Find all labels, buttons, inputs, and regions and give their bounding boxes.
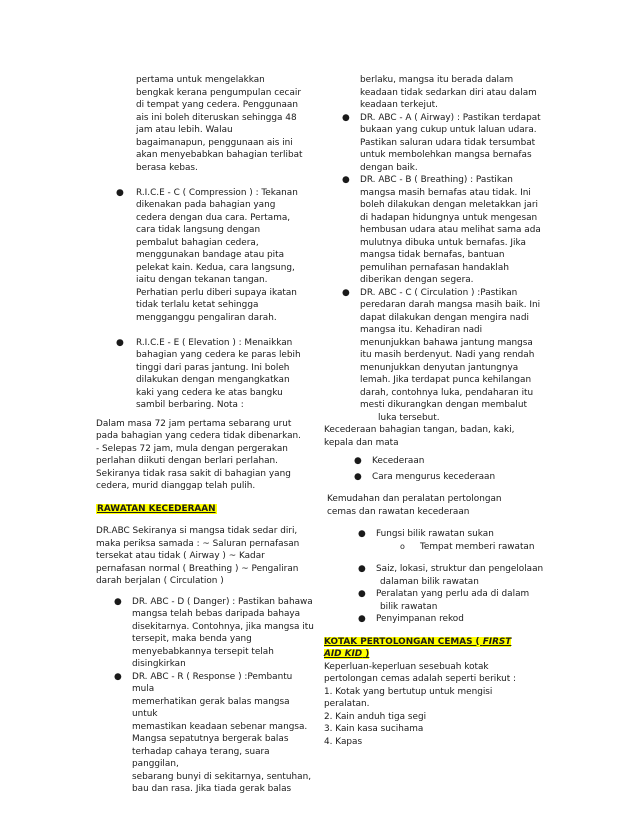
text-line: sebarang bunyi di sekitarnya, sentuhan, [132, 771, 312, 782]
text-line: 2. Kain anduh tiga segi [324, 711, 427, 722]
text-line: Cara mengurus kecederaan [372, 471, 496, 482]
text-line: Pastikan saluran udara tidak tersumbat [360, 137, 536, 148]
text-line: dapat dilakukan dengan mengira nadi [360, 312, 529, 323]
text-line: DR. ABC - B ( Breathing) : Pastikan [360, 175, 513, 185]
text-line: jam atau lebih. Walau [136, 125, 233, 135]
text-line: iaitu dengan tekanan tangan. [136, 275, 268, 285]
bullet-icon: ● [354, 456, 362, 466]
list-item-saiz [324, 563, 544, 588]
text-line: menunjukkan denyutan jantungnya [360, 362, 519, 373]
text-line: Fungsi bilik rawatan sukan [376, 529, 494, 539]
text-line: bahagian yang cedera ke paras lebih [136, 350, 301, 360]
text-line: boleh dilakukan dengan meletakkan jari [360, 200, 539, 210]
text-line: pernafasan normal ( Breathing ) ~ Pengaliran [96, 563, 299, 574]
text-line: mangsa masih bernafas atau tidak. Ini [360, 187, 531, 198]
text-line: Kecederaan [372, 456, 425, 466]
text-line: perlahan diikuti dengan berlari perlahan. [96, 456, 278, 466]
text-line: cedera dengan dua cara. Pertama, [136, 212, 291, 223]
text-line: DR. ABC - A ( Airway) : Pastikan terdapat [360, 112, 541, 123]
list-item-response [96, 671, 316, 796]
text-line: luka tersebut. [378, 412, 440, 423]
text-line: bagaimanapun, penggunaan ais ini [136, 137, 293, 148]
text-line: cemas dan rawatan kecederaan [327, 506, 470, 517]
text-line: R.I.C.E - C ( Compression ) : Tekanan [136, 187, 298, 198]
text-line: ais ini boleh diteruskan sehingga 48 [136, 112, 297, 123]
text-line: cedera, murid dianggap telah pulih. [96, 481, 256, 491]
list-item-compression [96, 187, 310, 325]
bullet-icon: ● [116, 337, 124, 348]
text-line: dikenakan pada bahagian yang [136, 200, 276, 210]
kemudahan-paragraph [327, 493, 544, 518]
bullet-icon: ● [358, 564, 366, 574]
text-line: mengganggu pengaliran darah. [136, 312, 277, 323]
text-line: 3. Kain kasa sucihama [324, 724, 424, 734]
text-line: hembusan udara atau melihat sama ada [360, 225, 541, 235]
bullet-icon: ● [116, 187, 124, 198]
text-line: DR. ABC - R ( Response ) :Pembantu mula [132, 671, 293, 694]
text-line: Peralatan yang perlu ada di dalam [376, 589, 530, 599]
text-line: memastikan keadaan sebenar mangsa. [132, 721, 308, 732]
text-line: tidak terlalu ketat sehingga [136, 300, 259, 310]
section-heading-rawatan: RAWATAN KECEDERAAN [97, 503, 216, 514]
text-line: dalaman bilik rawatan [380, 576, 479, 587]
list-item-peralatan [324, 588, 544, 613]
list-item-airway [324, 112, 544, 175]
text-line: Penyimpanan rekod [376, 614, 464, 624]
text-line: pertama untuk mengelakkan [136, 75, 265, 85]
text-line: kaki yang cedera ke atas bangku [136, 387, 283, 398]
bullet-icon: ● [358, 589, 366, 599]
text-line: keadaan terkejut. [360, 100, 438, 110]
bullet-icon: ● [342, 112, 350, 123]
text-line: DR. ABC - D ( Danger) : Pastikan bahawa [132, 596, 313, 607]
text-line: pembalut bahagian cedera, [136, 237, 259, 248]
list-item-cara-mengurus [324, 471, 544, 484]
text-line: menunjukkan bahawa jantung mangsa [360, 337, 533, 348]
bullet-icon: ● [114, 596, 122, 607]
text-line: kepala dan mata [324, 437, 399, 448]
kecederaan-paragraph [324, 424, 544, 449]
text-line: Mangsa sepatutnya bergerak balas [132, 734, 289, 744]
text-line: Kemudahan dan peralatan pertolongan [327, 494, 502, 504]
bullet-icon: ● [358, 614, 366, 624]
list-item-kecederaan [324, 455, 544, 468]
text-line: Perhatian perlu diberi supaya ikatan [136, 287, 297, 298]
text-line: diberikan dengan segera. [360, 275, 474, 285]
right-column [324, 74, 544, 748]
circle-bullet-icon: o [400, 541, 405, 551]
text-line: cara tidak langsung dengan [136, 225, 261, 235]
bullet-icon: ● [354, 471, 362, 482]
text-line: darah, contohnya luka, pendaharan itu [360, 387, 534, 398]
text-line: menyebabkannya tersepit telah [132, 646, 274, 657]
nota-paragraph [96, 418, 310, 493]
text-line: akan menyebabkan bahagian terlibat [136, 150, 303, 160]
text-line: mangsa tidak bernafas, bantuan [360, 250, 505, 260]
left-column [96, 74, 314, 796]
text-line: lemah. Jika terdapat punca kehilangan [360, 375, 532, 385]
section-heading-kotak: KOTAK PERTOLONGAN CEMAS ( FIRST AID KID ) [324, 636, 512, 659]
list-item-elevation [96, 337, 310, 412]
text-line: pelekat kain. Kedua, cara langsung, [136, 262, 295, 273]
text-line: peredaran darah mangsa masih baik. Ini [360, 300, 541, 310]
text-line: pertolongan cemas adalah seperti berikut : [324, 674, 517, 684]
text-line: - Selepas 72 jam, mula dengan pergerakan [96, 443, 288, 454]
text-line: terhadap cahaya terang, suara panggilan, [132, 746, 270, 769]
sublist-item-tempat [324, 541, 544, 554]
text-line: bau dan rasa. Jika tiada gerak balas [132, 784, 292, 794]
bullet-icon: ● [114, 671, 122, 682]
list-item-fungsi [324, 528, 544, 541]
text-line: Keperluan-keperluan sesebuah kotak [324, 661, 489, 672]
text-line: di tempat yang cedera. Penggunaan [136, 100, 298, 110]
text-line: disekitarnya. Contohnya, jika mangsa itu [132, 621, 314, 632]
list-item-danger [96, 596, 316, 671]
text-line: Dalam masa 72 jam pertama sebarang urut [96, 418, 292, 429]
text-line: dengan baik. [360, 162, 418, 173]
text-line: 1. Kotak yang bertutup untuk mengisi [324, 686, 493, 697]
text-line: DR.ABC Sekiranya si mangsa tidak sedar diri, [96, 526, 298, 536]
text-line: mesti dikurangkan dengan membalut [360, 400, 527, 410]
text-line: bengkak kerana pengumpulan cecair [136, 87, 301, 98]
text-line: bukaan yang cukup untuk laluan udara. [360, 125, 537, 135]
text-line: bilik rawatan [380, 601, 438, 612]
text-line: maka periksa samada : ~ Saluran pernafasan [96, 538, 300, 549]
text-line: itu masih berdenyut. Nadi yang rendah [360, 350, 535, 360]
text-line: Saiz, lokasi, struktur dan pengelolaan [376, 564, 544, 574]
text-line: untuk membolehkan mangsa bernafas [360, 150, 532, 160]
text-line: mangsa itu. Kehadiran nadi [360, 325, 483, 335]
text-line: dilakukan dengan mengangkatkan [136, 375, 290, 385]
text-line: keadaan tidak sedarkan diri atau dalam [360, 87, 537, 98]
text-line: pemulihan pernafasan handaklah [360, 262, 509, 273]
text-line: di hadapan hidungnya untuk mengesan [360, 212, 538, 223]
text-line: tinggi dari paras jantung. Ini boleh [136, 362, 290, 373]
bullet-icon: ● [358, 529, 366, 539]
bullet-icon: ● [342, 175, 350, 185]
text-line: tersepit, maka benda yang [132, 634, 252, 644]
text-line: mangsa telah bebas daripada bahaya [132, 609, 301, 619]
text-line: Sekiranya tidak rasa sakit di bahagian yang [96, 468, 291, 479]
text-line: pada bahagian yang cedera tidak dibenarkan. [96, 431, 301, 441]
text-line: menggunakan bandage atau pita [136, 250, 285, 260]
text-line: Tempat memberi rawatan [420, 541, 535, 552]
text-line: R.I.C.E - E ( Elevation ) : Menaikkan [136, 337, 293, 348]
ice-continuation [136, 74, 308, 174]
text-line: DR. ABC - C ( Circulation ) :Pastikan [360, 287, 518, 298]
list-item-circulation [324, 287, 544, 425]
text-line: sambil berbaring. Nota : [136, 400, 244, 410]
text-line: 4. Kapas [324, 736, 363, 747]
kotak-paragraph [324, 661, 544, 749]
text-line: tersekat atau tidak ( Airway ) ~ Kadar [96, 551, 265, 561]
text-line: disingkirkan [132, 659, 186, 669]
list-item-penyimpanan [324, 613, 544, 626]
text-line: berlaku, mangsa itu berada dalam [360, 75, 514, 85]
list-item-breathing [324, 174, 544, 287]
abc-paragraph [96, 525, 310, 588]
response-continuation [360, 74, 544, 112]
text-line: memerhatikan gerak balas mangsa untuk [132, 696, 290, 719]
bullet-icon: ● [342, 287, 350, 298]
text-line: Kecederaan bahagian tangan, badan, kaki, [324, 425, 515, 435]
text-line: berasa kebas. [136, 162, 198, 173]
text-line: darah berjalan ( Circulation ) [96, 576, 224, 586]
text-line: peralatan. [324, 699, 370, 709]
text-line: mulutnya dibuka untuk bernafas. Jika [360, 237, 526, 248]
